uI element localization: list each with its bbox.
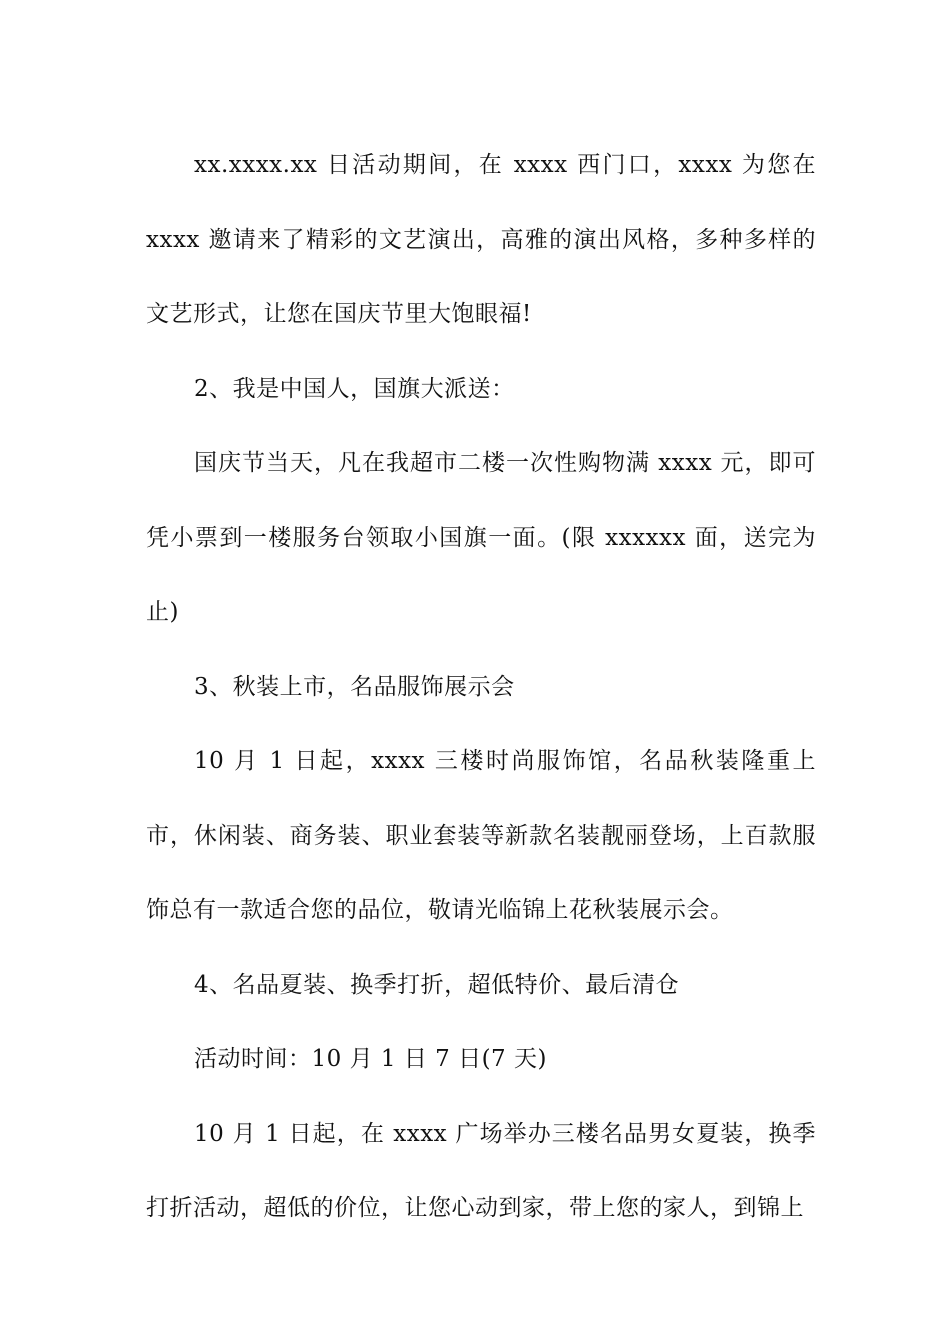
paragraph-autumn-fashion: 10 月 1 日起，xxxx 三楼时尚服饰馆，名品秋装隆重上市，休闲装、商务装、职业套装等新款名装靓丽登场，上百款服饰总有一款适合您的品位，敬请光临锦上花秋装展示会。	[146, 748, 816, 923]
heading-summer-clearance: 4、名品夏装、换季打折，超低特价、最后清仓	[194, 971, 680, 998]
paragraph-activity-time: 活动时间：10 月 1 日 7 日(7 天)	[194, 1046, 547, 1072]
paragraph-performance: xx.xxxx.xx 日活动期间，在 xxxx 西门口，xxxx 为您在 xxxx 邀请来了精彩的文艺演出，高雅的演出风格，多种多样的文艺形式，让您在国庆节里大饱眼福!	[146, 152, 816, 327]
heading-autumn-fashion: 3、秋装上市，名品服饰展示会	[194, 673, 515, 700]
document-body	[146, 128, 816, 1246]
paragraph-flag-giveaway: 国庆节当天，凡在我超市二楼一次性购物满 xxxx 元，即可凭小票到一楼服务台领取小国旗一面。(限 xxxxxx 面，送完为止)	[146, 450, 816, 625]
paragraph-summer-clearance: 10 月 1 日起，在 xxxx 广场举办三楼名品男女夏装，换季打折活动，超低的价位，让您心动到家，带上您的家人，到锦上	[146, 1120, 816, 1221]
heading-flag-giveaway: 2、我是中国人，国旗大派送：	[194, 375, 515, 402]
